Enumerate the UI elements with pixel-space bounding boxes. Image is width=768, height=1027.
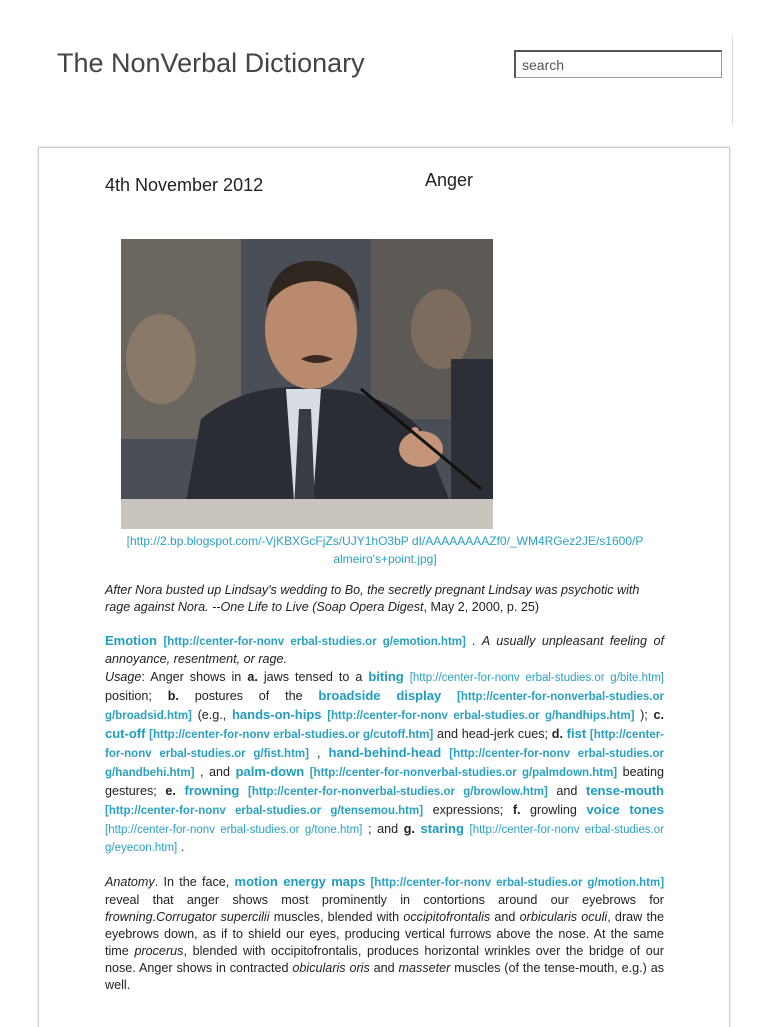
- image-source-link[interactable]: [http://2.bp.blogspot.com/-VjKBXGcFjZs/UJY1hO3bP dI/AAAAAAAAZf0/_WM4RGez2JE/s1600/P almeiro's+point.jpg]: [126, 534, 644, 566]
- emotion-definition: Emotion [http://center-for-nonv erbal-studies.or g/emotion.htm] . A usually unpleasant feeling of annoyance, resentment, or rage.: [105, 633, 665, 666]
- hand-behind-head-url[interactable]: [http://center-for-nonv erbal-studies.or g/handbehi.htm]: [105, 748, 665, 779]
- search-input[interactable]: [514, 50, 722, 78]
- cut-off-link[interactable]: cut-off: [105, 726, 146, 741]
- staring-url[interactable]: [http://center-for-nonv erbal-studies.or g/eyecon.htm]: [105, 824, 665, 854]
- hands-on-hips-link[interactable]: hands-on-hips: [231, 707, 322, 722]
- tense-mouth-url[interactable]: [http://center-for-nonv erbal-studies.or g/tensemou.htm]: [105, 805, 424, 817]
- man-pointing-illustration: [121, 239, 493, 529]
- anatomy-paragraph: Anatomy. In the face, motion energy maps [http://center-for-nonv erbal-studies.or g/motion.htm] reveal that anger shows most prominently in contortions around our eyebrows for frowning.Corrugator supercilii muscles, blended with occipitofrontalis and orbicularis oculi, draw the eyebrows down, as if to shield our eyes, producing vertical furrows above the nose. At the same time procerus, blended with occipitofrontalis, produces horizontal wrinkles over the bridge of our nose. Anger shows in contracted obicularis oris and masseter muscles (of the tense-mouth, e.g.) as well.: [105, 874, 665, 992]
- site-title[interactable]: The NonVerbal Dictionary: [57, 48, 365, 78]
- biting-url[interactable]: [http://center-for-nonv erbal-studies.or g/bite.htm]: [409, 672, 664, 684]
- voice-tones-link[interactable]: voice tones: [586, 802, 664, 817]
- fist-link[interactable]: fist: [566, 726, 587, 741]
- post-photo[interactable]: [121, 239, 493, 529]
- article-body: [105, 582, 664, 1010]
- broadside-link[interactable]: broadside display: [318, 688, 442, 703]
- intro-quote: After Nora busted up Lindsay's wedding to Bo, the secretly pregnant Lindsay was psychotic with rage against Nora. --One Life to Live (Soap Opera Digest, May 2, 2000, p. 25): [105, 583, 640, 614]
- biting-link[interactable]: biting: [368, 669, 404, 684]
- usage-paragraph: Usage: Anger shows in a. jaws tensed to a biting [http://center-for-nonv erbal-studies.or g/bite.htm] position; b. postures of the broadside display [http://center-for-nonverbal-studies.or g/broadsid.htm] (e.g., hands-on-hips [http://center-for-nonv erbal-studies.or g/handhips.htm] ); c. cut-off [http://center-for-nonv erbal-studies.or g/cutoff.htm] and head-jerk cues; d. fist [http://center-for-nonv erbal-studies.or g/fist.htm] , hand-behind-head [http://center-for-nonv erbal-studies.or g/handbehi.htm] , and palm-down [http://center-for-nonverbal-studies.or g/palmdown.htm] beating gestures; e. frowning [http://center-for-nonverbal-studies.or g/browlow.htm] and tense-mouth [http://center-for-nonv erbal-studies.or g/tensemou.htm] expressions; f. growling voice tones [http://center-for-nonv erbal-studies.or g/tone.htm] ; and g. staring [http://center-for-nonv erbal-studies.or g/eyecon.htm] .: [105, 669, 665, 854]
- voice-tones-url[interactable]: [http://center-for-nonv erbal-studies.or g/tone.htm]: [105, 824, 363, 836]
- post-date: 4th November 2012: [105, 175, 264, 195]
- motion-energy-maps-link[interactable]: motion energy maps: [234, 874, 366, 889]
- emotion-link[interactable]: Emotion: [105, 633, 157, 648]
- palm-down-url[interactable]: [http://center-for-nonverbal-studies.or g/palmdown.htm]: [309, 767, 618, 779]
- tense-mouth-link[interactable]: tense-mouth: [586, 783, 664, 798]
- broadside-url[interactable]: [http://center-for-nonverbal-studies.or g/broadsid.htm]: [105, 691, 665, 722]
- frowning-link[interactable]: frowning: [184, 783, 240, 798]
- hands-on-hips-url[interactable]: [http://center-for-nonv erbal-studies.or g/handhips.htm]: [327, 710, 635, 722]
- motion-energy-maps-url[interactable]: [http://center-for-nonv erbal-studies.or g/motion.htm]: [370, 877, 665, 889]
- frowning-url[interactable]: [http://center-for-nonverbal-studies.or g/browlow.htm]: [247, 786, 548, 798]
- divider: [732, 36, 733, 126]
- palm-down-link[interactable]: palm-down: [235, 764, 305, 779]
- post-title[interactable]: Anger: [425, 170, 474, 190]
- hand-behind-head-link[interactable]: hand-behind-head: [328, 745, 442, 760]
- fist-url[interactable]: [http://center-for-nonv erbal-studies.or g/fist.htm]: [105, 729, 664, 760]
- cut-off-url[interactable]: [http://center-for-nonv erbal-studies.or g/cutoff.htm]: [149, 729, 434, 741]
- emotion-url[interactable]: [http://center-for-nonv erbal-studies.or g/emotion.htm]: [163, 636, 466, 648]
- staring-link[interactable]: staring: [420, 821, 464, 836]
